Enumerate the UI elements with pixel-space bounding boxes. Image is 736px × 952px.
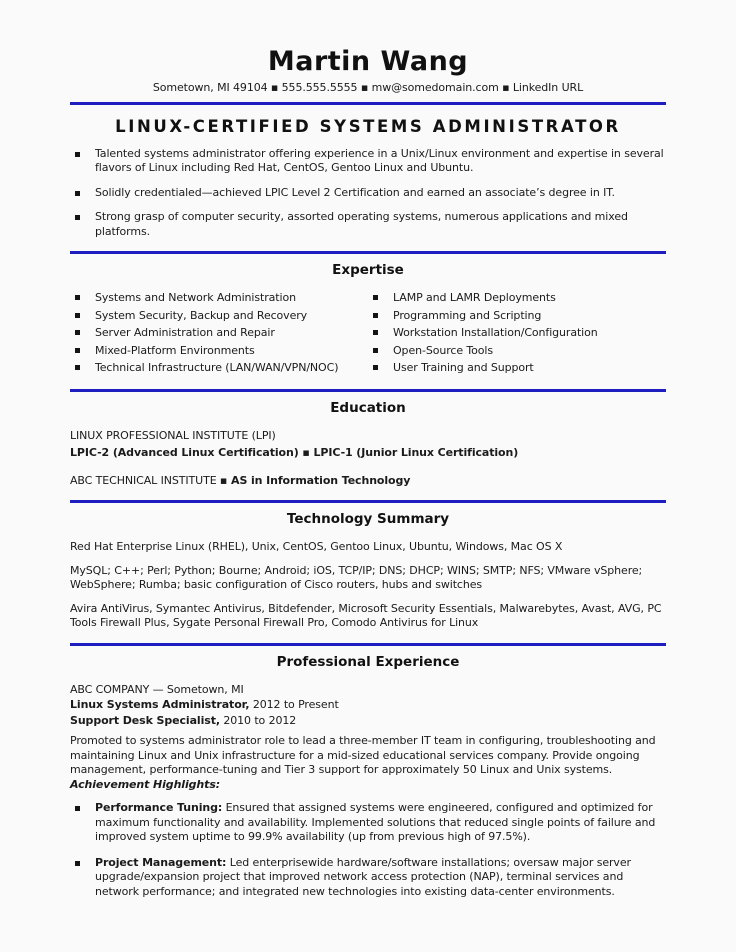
role-line bbox=[70, 697, 666, 713]
expertise-text: Technical Infrastructure (LAN/WAN/VPN/NOC) bbox=[95, 361, 339, 374]
expertise-item bbox=[373, 359, 666, 377]
expertise-text: Open-Source Tools bbox=[393, 343, 494, 357]
education-degree: AS in Information Technology bbox=[227, 473, 411, 487]
achievement-label: Performance Tuning: bbox=[95, 801, 223, 814]
role-title: Linux Systems Administrator, bbox=[70, 698, 250, 711]
summary-item bbox=[75, 147, 666, 176]
role-line bbox=[70, 713, 666, 729]
expertise-item bbox=[373, 324, 666, 342]
bullet-square-icon bbox=[75, 313, 80, 318]
summary-text: Solidly credentialed—achieved LPIC Level 2 Certification and earned an associate’s degree in IT. bbox=[95, 185, 615, 199]
technology-paragraph: Red Hat Enterprise Linux (RHEL), Unix, CentOS, Gentoo Linux, Ubuntu, Windows, Mac OS X bbox=[70, 540, 563, 553]
bullet-square-icon bbox=[373, 313, 378, 318]
section-divider bbox=[70, 500, 666, 503]
bullet-square-icon bbox=[75, 861, 80, 866]
expertise-item bbox=[373, 307, 666, 325]
bullet-square-icon bbox=[75, 295, 80, 300]
education-school: LINUX PROFESSIONAL INSTITUTE (LPI) bbox=[70, 428, 276, 442]
expertise-text: Mixed-Platform Environments bbox=[95, 343, 255, 357]
expertise-item bbox=[373, 342, 666, 360]
summary-item bbox=[75, 210, 666, 239]
header-divider bbox=[70, 102, 666, 105]
expertise-text: Server Administration and Repair bbox=[95, 326, 275, 339]
bullet-square-icon bbox=[373, 330, 378, 335]
technology-paragraph: Avira AntiVirus, Symantec Antivirus, Bitdefender, Microsoft Security Essentials, Malwarebytes, Avast, AVG, PC Tools Firewall Plus, Sygate Personal Firewall Pro, Comodo Antivirus for Linux bbox=[70, 601, 662, 629]
education-school-name: ABC TECHNICAL INSTITUTE ▪ bbox=[70, 473, 228, 487]
bullet-square-icon bbox=[75, 365, 80, 370]
expertise-right-column bbox=[368, 289, 666, 377]
candidate-name: Martin Wang bbox=[267, 46, 469, 77]
section-divider bbox=[70, 389, 666, 392]
expertise-item bbox=[75, 289, 368, 307]
role-title: Support Desk Specialist, bbox=[70, 714, 220, 727]
experience-description-text: Promoted to systems administrator role to lead a three-member IT team in configuring, troubleshooting and maintaining Linux and Unix infrastructure for a mid-sized educational services company. Provide ongoing management, performance-tuning and Tier 3 support for approximately 50 Linux and Unix systems. bbox=[70, 734, 656, 776]
expertise-text: User Training and Support bbox=[393, 361, 534, 374]
job-headline: LINUX-CERTIFIED SYSTEMS ADMINISTRATOR bbox=[115, 116, 621, 136]
experience-description bbox=[70, 734, 666, 792]
education-certifications: LPIC-2 (Advanced Linux Certification) ▪ LPIC-1 (Junior Linux Certification) bbox=[70, 446, 519, 459]
expertise-item bbox=[373, 289, 666, 307]
achievement-body: Led enterprisewide hardware/software installations; oversaw major server upgrade/expansion project that improved network access protection (NAP), terminal services and network performance; and integrated new technologies into existing data-center environments. bbox=[95, 855, 631, 898]
achievement-text bbox=[95, 801, 666, 845]
technology-paragraph: MySQL; C++; Perl; Python; Bourne; Android; iOS, TCP/IP; DNS; DHCP; WINS; SMTP; NFS; VMware vSphere; WebSphere; Rumba; basic configuration of Cisco routers, hubs and switches bbox=[70, 563, 643, 591]
company-line: ABC COMPANY — Sometown, MI bbox=[70, 682, 244, 696]
summary-text: Talented systems administrator offering experience in a Unix/Linux environment and expertise in several flavors of Linux including Red Hat, CentOS, Gentoo Linux and Ubuntu. bbox=[95, 146, 664, 174]
expertise-text: System Security, Backup and Recovery bbox=[95, 308, 308, 322]
achievement-highlights-label: Achievement Highlights: bbox=[70, 777, 221, 791]
bullet-square-icon bbox=[75, 215, 80, 220]
expertise-left-column bbox=[70, 289, 368, 377]
expertise-item bbox=[75, 324, 368, 342]
achievement-item bbox=[75, 856, 666, 900]
section-divider bbox=[70, 251, 666, 254]
bullet-square-icon bbox=[373, 295, 378, 300]
bullet-square-icon bbox=[75, 330, 80, 335]
expertise-item bbox=[75, 359, 368, 377]
bullet-square-icon bbox=[373, 365, 378, 370]
summary-text: Strong grasp of computer security, assorted operating systems, numerous applications and mixed platforms. bbox=[95, 210, 628, 238]
bullet-square-icon bbox=[75, 348, 80, 353]
education-school bbox=[70, 474, 666, 489]
expertise-item bbox=[75, 307, 368, 325]
bullet-square-icon bbox=[373, 348, 378, 353]
contact-line: Sometown, MI 49104 ▪ 555.555.5555 ▪ mw@somedomain.com ▪ LinkedIn URL bbox=[152, 81, 584, 94]
expertise-text: Programming and Scripting bbox=[393, 308, 542, 322]
expertise-columns bbox=[70, 289, 666, 377]
section-divider bbox=[70, 643, 666, 646]
achievement-label: Project Management: bbox=[95, 855, 227, 869]
role-dates: 2010 to 2012 bbox=[219, 714, 297, 727]
section-heading-expertise: Expertise bbox=[332, 262, 404, 278]
section-heading-technology: Technology Summary bbox=[286, 511, 450, 527]
section-heading-education: Education bbox=[330, 399, 406, 416]
expertise-text: LAMP and LAMR Deployments bbox=[393, 291, 556, 304]
achievement-body: Ensured that assigned systems were engineered, configured and optimized for maximum functionality and availability. Implemented solutions that reduced single points of failure and improved system uptime to 99.9% availability (up from previous high of 97.5%). bbox=[95, 801, 656, 843]
role-dates: 2012 to Present bbox=[249, 698, 339, 711]
section-heading-experience: Professional Experience bbox=[276, 653, 460, 670]
expertise-text: Systems and Network Administration bbox=[95, 291, 296, 304]
expertise-text: Workstation Installation/Configuration bbox=[393, 326, 598, 339]
achievement-item bbox=[75, 801, 666, 845]
expertise-item bbox=[75, 342, 368, 360]
summary-item bbox=[75, 186, 666, 201]
achievement-text bbox=[95, 856, 666, 900]
bullet-square-icon bbox=[75, 191, 80, 196]
summary-list bbox=[70, 147, 666, 240]
bullet-square-icon bbox=[75, 152, 80, 157]
bullet-square-icon bbox=[75, 806, 80, 811]
achievements-list bbox=[70, 801, 666, 899]
